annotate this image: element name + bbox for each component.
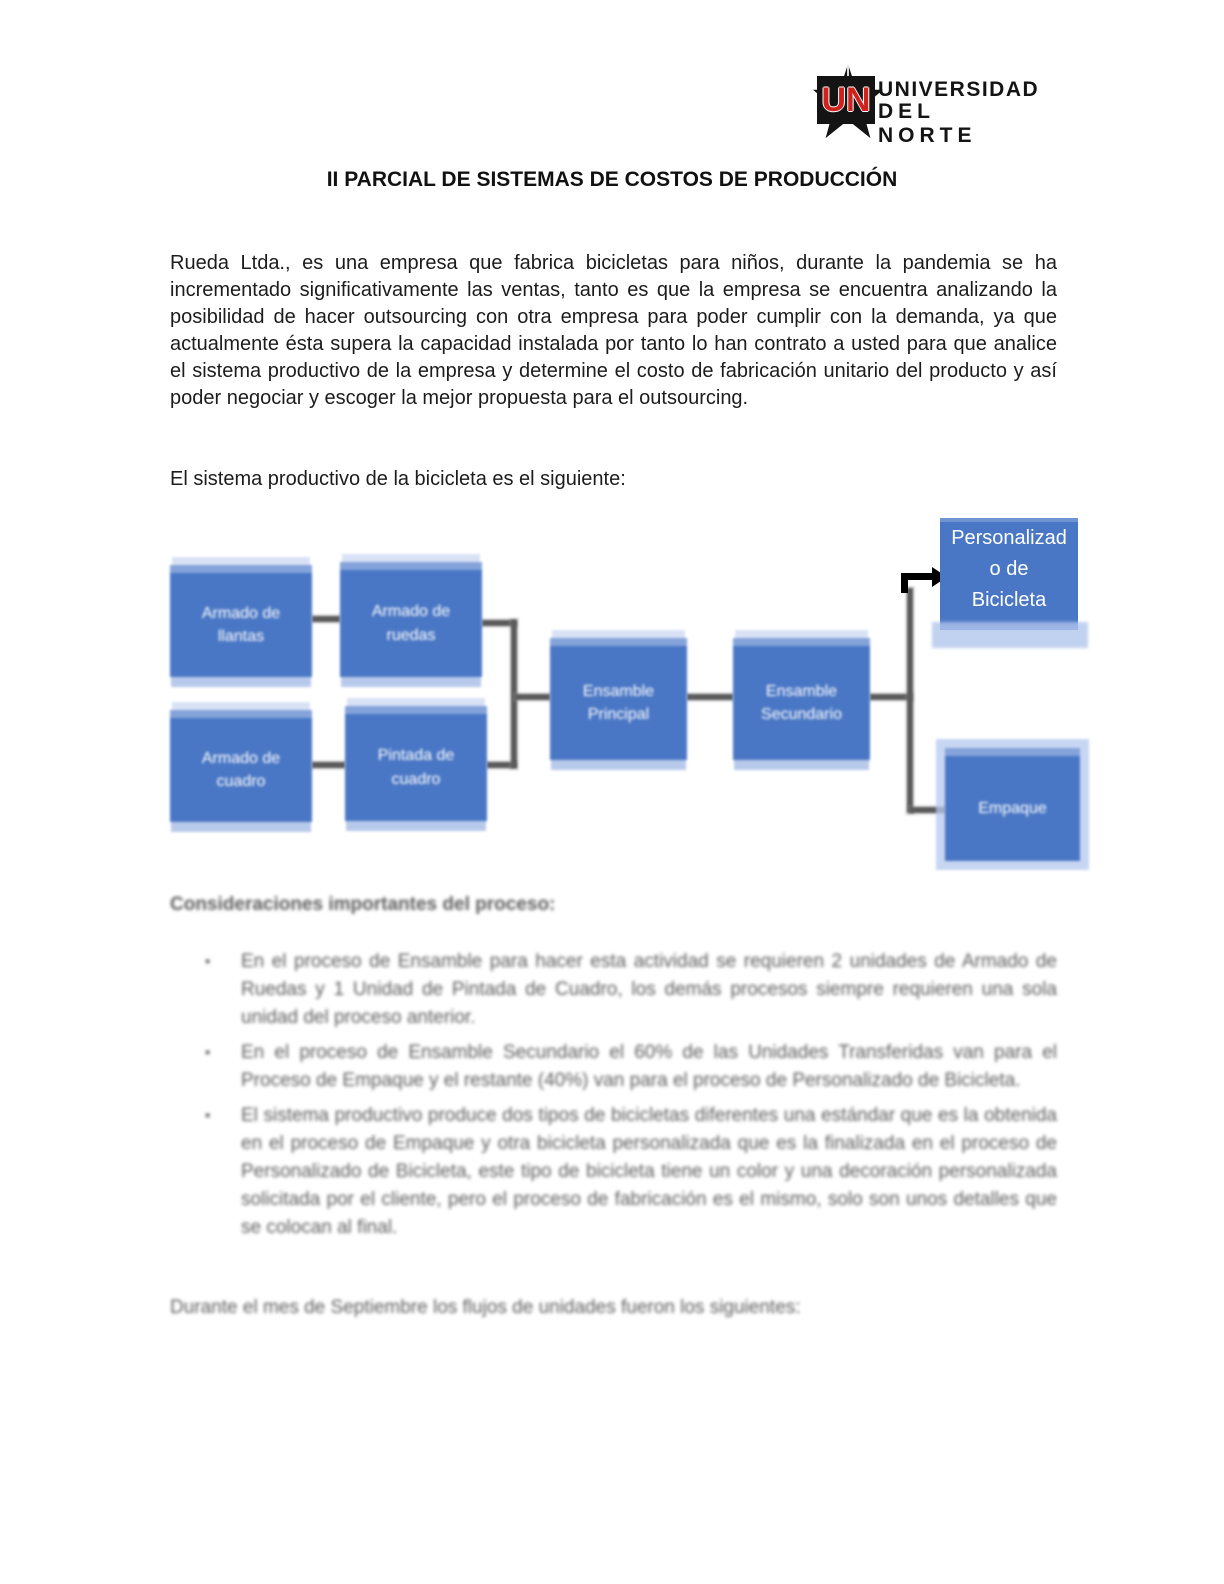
personalizado-halo [932,622,1088,648]
process-box-armado-ruedas [340,562,482,677]
list-item [205,948,1057,1032]
considerations-heading: Consideraciones importantes del proceso: [170,894,556,915]
logo-seam-bottom [847,122,849,140]
connector-into-empaque [910,807,945,813]
bullet-icon: ▪ [205,1107,211,1124]
closing-line: Durante el mes de Septiembre los flujos de unidades fueron los siguientes: [170,1297,801,1318]
connector-branch-vertical [907,588,913,813]
connector-cuadro-pintada [312,762,345,768]
connector-into-ensamble-principal [515,694,550,700]
process-box-ensamble-secundario [733,638,870,760]
process-box-armado-llantas [170,565,312,677]
process-box-personalizado-bicicleta [940,518,1078,630]
process-box-label: Armado de cuadro [201,749,281,790]
process-box-label: Personalizado de Bicicleta [951,527,1067,611]
arrow-shaft [901,573,934,580]
connector-principal-secundario [687,694,733,700]
connector-llantas-ruedas [312,616,340,622]
list-item [205,1039,1057,1095]
intro-paragraph: Rueda Ltda., es una empresa que fabrica bicicletas para niños, durante la pandemia se ha incrementado significativamente las ventas, tanto es que la empresa se encuentra analizando la posibilidad de hacer outsourcing con otra empresa para poder cumplir con la demanda, ya que actualmente ésta supera la capacidad instalada por tanto lo han contrato a usted para que analice el sistema productivo de la empresa y determine el costo de fabricación unitario del producto y así poder negociar y escoger la mejor propuesta para el outsourcing. [170,252,1057,409]
process-box-pintada-cuadro [345,706,487,821]
process-box-empaque [945,748,1080,861]
diagram-lead-text: El sistema productivo de la bicicleta es el siguiente: [170,468,626,490]
logo-name-line2: DEL NORTE [878,100,977,147]
list-item [205,1102,1057,1242]
bullet-text: En el proceso de Ensamble Secundario el 60% de las Unidades Transferidas van para el Proceso de Empaque y el restante (40%) van para el proceso de Personalizado de Bicicleta. [241,1042,1057,1091]
bullet-icon: ▪ [205,1044,211,1061]
connector-secundario-out [870,694,912,700]
process-box-label: Armado de llantas [201,604,281,645]
logo-name-line1: UNIVERSIDAD [878,78,1040,101]
process-box-armado-cuadro [170,710,312,822]
bullet-icon: ▪ [205,953,211,970]
bullet-text: En el proceso de Ensamble para hacer esta actividad se requieren 2 unidades de Armado de Ruedas y 1 Unidad de Pintada de Cuadro, los demás procesos siempre requieren una sola unidad del proceso anterior. [241,951,1057,1028]
process-box-label: Empaque [978,799,1047,817]
process-box-ensamble-principal [550,638,687,760]
process-box-label: Ensamble Secundario [761,682,842,723]
page-title: II PARCIAL DE SISTEMAS DE COSTOS DE PRODUCCIÓN [326,168,898,191]
process-box-label: Pintada de cuadro [377,747,455,788]
process-box-label: Ensamble Principal [582,682,655,723]
bullet-text: El sistema productivo produce dos tipos de bicicletas diferentes una estándar que es la obtenida en el proceso de Empaque y otra bicicleta personalizada que es la finalizada en el proceso de Personalizado de Bicicleta, este tipo de bicicleta tiene un color y una decoración personalizada solicitada por el cliente, pero el proceso de fabricación es el mismo, solo son unos detalles que se colocan al final. [241,1105,1057,1238]
considerations-list [205,948,1057,1249]
process-box-label: Armado de ruedas [371,603,451,644]
logo-acronym: UN [817,76,875,124]
university-logo [810,62,1040,147]
